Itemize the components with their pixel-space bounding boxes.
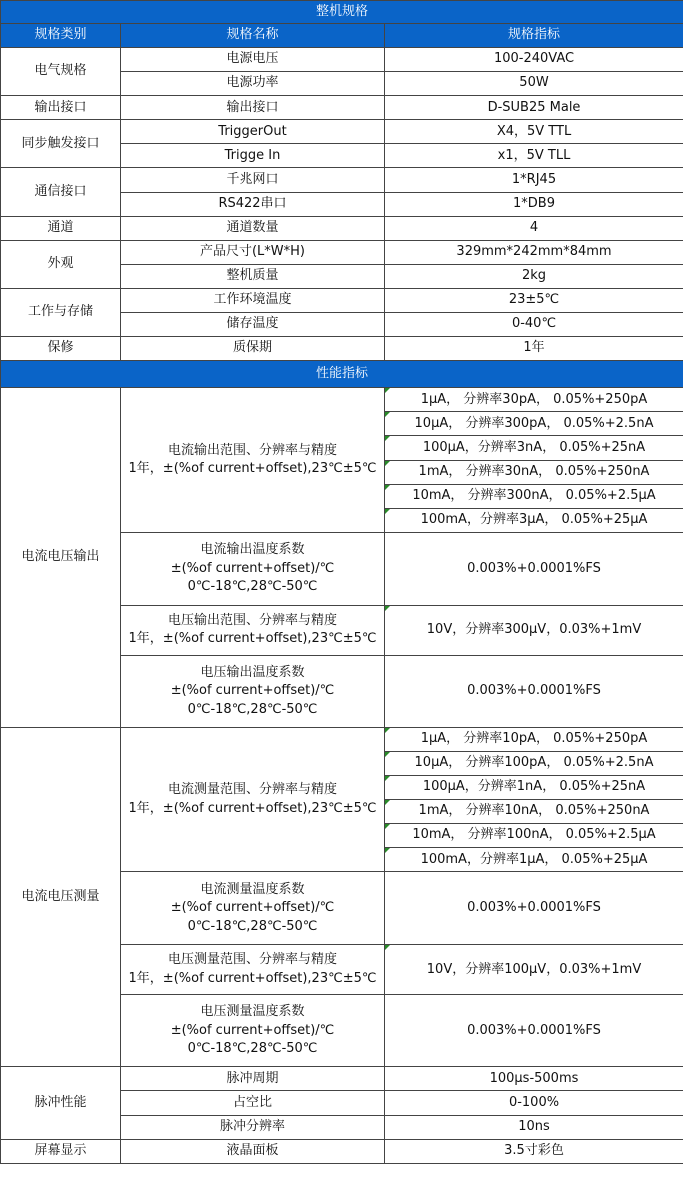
spec-value: 100μs-500ms	[385, 1067, 683, 1091]
table-title: 整机规格	[1, 1, 683, 24]
spec-name-line: 电流测量范围、分辨率与精度	[167, 782, 337, 798]
range-value: 1mA， 分辨率30nA， 0.05%+250nA	[385, 460, 683, 484]
spec-name: 输出接口	[121, 96, 385, 120]
spec-value: 0.003%+0.0001%FS	[385, 655, 683, 727]
range-value: 10μA， 分辨率300pA， 0.05%+2.5nA	[385, 412, 683, 436]
category-cell: 脉冲性能	[1, 1067, 121, 1139]
spec-name	[121, 388, 385, 533]
category-cell: 保修	[1, 337, 121, 361]
section-title: 性能指标	[1, 361, 683, 388]
spec-name: 电源功率	[121, 72, 385, 96]
range-value: 100μA，分辨率1nA， 0.05%+25nA	[385, 775, 683, 799]
spec-value: 0.003%+0.0001%FS	[385, 995, 683, 1067]
spec-name-line: 1年，±(%of current+offset),23℃±5℃	[128, 631, 377, 647]
spec-name-line: ±(%of current+offset)/℃	[170, 900, 335, 916]
spec-name	[121, 945, 385, 995]
spec-name: 储存温度	[121, 313, 385, 337]
spec-name-line: 电流输出温度系数	[200, 542, 305, 558]
category-cell: 电气规格	[1, 48, 121, 96]
range-value: 10mA， 分辨率100nA， 0.05%+2.5μA	[385, 824, 683, 848]
range-value: 1mA， 分辨率10nA， 0.05%+250nA	[385, 800, 683, 824]
range-value: 10mA， 分辨率300nA， 0.05%+2.5μA	[385, 484, 683, 508]
spec-value: 0-40℃	[385, 313, 683, 337]
spec-name-line: 0℃-18℃,28℃-50℃	[187, 701, 318, 717]
spec-name: 电源电压	[121, 48, 385, 72]
spec-name	[121, 727, 385, 872]
spec-name-line: 1年，±(%of current+offset),23℃±5℃	[128, 970, 377, 986]
category-cell: 输出接口	[1, 96, 121, 120]
table-row	[1, 168, 683, 192]
spec-value: 10V，分辨率300μV，0.03%+1mV	[385, 605, 683, 655]
spec-name	[121, 872, 385, 945]
table-row	[1, 388, 683, 412]
spec-name	[121, 655, 385, 727]
spec-name-line: 1年，±(%of current+offset),23℃±5℃	[128, 800, 377, 816]
spec-value: 1*DB9	[385, 192, 683, 216]
table-row	[1, 727, 683, 751]
spec-value: 0.003%+0.0001%FS	[385, 872, 683, 945]
table-row	[1, 240, 683, 264]
table-row	[1, 288, 683, 312]
spec-value: 100-240VAC	[385, 48, 683, 72]
spec-name: 产品尺寸(L*W*H)	[121, 240, 385, 264]
spec-name-line: 电压测量温度系数	[200, 1004, 305, 1020]
spec-name: 质保期	[121, 337, 385, 361]
range-value: 100mA，分辨率1μA， 0.05%+25μA	[385, 848, 683, 872]
spec-name: 占空比	[121, 1091, 385, 1115]
spec-name	[121, 995, 385, 1067]
spec-name-line: 电压输出范围、分辨率与精度	[167, 612, 337, 628]
table-row	[1, 24, 683, 48]
spec-value: 0-100%	[385, 1091, 683, 1115]
table-row	[1, 361, 683, 388]
spec-value: 329mm*242mm*84mm	[385, 240, 683, 264]
spec-name-line: 电流测量温度系数	[200, 881, 305, 897]
spec-value: 10V，分辨率100μV，0.03%+1mV	[385, 945, 683, 995]
spec-name-line: 电流输出范围、分辨率与精度	[167, 442, 337, 458]
category-cell: 屏幕显示	[1, 1139, 121, 1163]
table-row	[1, 1, 683, 24]
table-row	[1, 48, 683, 72]
spec-name: RS422串口	[121, 192, 385, 216]
category-cell: 同步触发接口	[1, 120, 121, 168]
table-row	[1, 120, 683, 144]
spec-value: 10ns	[385, 1115, 683, 1139]
spec-name-line: 0℃-18℃,28℃-50℃	[187, 918, 318, 934]
category-cell: 外观	[1, 240, 121, 288]
table-row	[1, 1067, 683, 1091]
range-value: 100μA，分辨率3nA， 0.05%+25nA	[385, 436, 683, 460]
spec-value: 1年	[385, 337, 683, 361]
table-row	[1, 1139, 683, 1163]
spec-value: 50W	[385, 72, 683, 96]
spec-name: 脉冲周期	[121, 1067, 385, 1091]
category-cell: 通信接口	[1, 168, 121, 216]
spec-name-line: 0℃-18℃,28℃-50℃	[187, 1041, 318, 1057]
range-value: 10μA， 分辨率100pA， 0.05%+2.5nA	[385, 751, 683, 775]
category-cell: 电流电压输出	[1, 388, 121, 728]
spec-name-line: 电压测量范围、分辨率与精度	[167, 952, 337, 968]
range-value: 100mA，分辨率3μA， 0.05%+25μA	[385, 508, 683, 532]
spec-name-line: ±(%of current+offset)/℃	[170, 683, 335, 699]
range-value: 1μA， 分辨率30pA， 0.05%+250pA	[385, 388, 683, 412]
table-row	[1, 337, 683, 361]
spec-value: 0.003%+0.0001%FS	[385, 532, 683, 605]
spec-name	[121, 605, 385, 655]
spec-name: 工作环境温度	[121, 288, 385, 312]
spec-name: 脉冲分辨率	[121, 1115, 385, 1139]
category-cell: 电流电压测量	[1, 727, 121, 1067]
table-row	[1, 96, 683, 120]
spec-name-line: 1年，±(%of current+offset),23℃±5℃	[128, 461, 377, 476]
spec-name: 通道数量	[121, 216, 385, 240]
spec-name-line: 0℃-18℃,28℃-50℃	[187, 579, 318, 594]
spec-value: D-SUB25 Male	[385, 96, 683, 120]
spec-value: 2kg	[385, 264, 683, 288]
column-header: 规格指标	[385, 24, 683, 48]
spec-name: 千兆网口	[121, 168, 385, 192]
spec-name: TriggerOut	[121, 120, 385, 144]
spec-name-line: ±(%of current+offset)/℃	[170, 1022, 335, 1038]
spec-value: 3.5寸彩色	[385, 1139, 683, 1163]
spec-value: 4	[385, 216, 683, 240]
category-cell: 通道	[1, 216, 121, 240]
spec-value: 23±5℃	[385, 288, 683, 312]
spec-name	[121, 532, 385, 605]
spec-name-line: ±(%of current+offset)/℃	[170, 560, 335, 576]
spec-name: Trigge In	[121, 144, 385, 168]
spec-name: 整机质量	[121, 264, 385, 288]
column-header: 规格类别	[1, 24, 121, 48]
spec-value: 1*RJ45	[385, 168, 683, 192]
table-row	[1, 216, 683, 240]
spec-value: X4，5V TTL	[385, 120, 683, 144]
category-cell: 工作与存储	[1, 288, 121, 336]
spec-name-line: 电压输出温度系数	[200, 664, 305, 680]
range-value: 1μA， 分辨率10pA， 0.05%+250pA	[385, 727, 683, 751]
spec-value: x1，5V TLL	[385, 144, 683, 168]
spec-name: 液晶面板	[121, 1139, 385, 1163]
column-header: 规格名称	[121, 24, 385, 48]
